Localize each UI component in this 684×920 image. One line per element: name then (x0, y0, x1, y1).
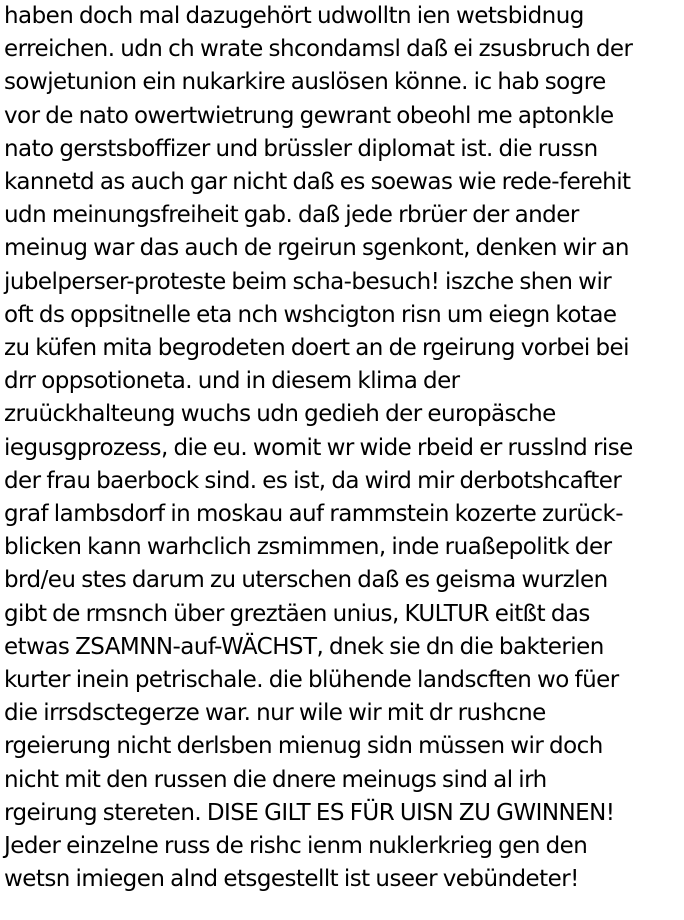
text-line: jubelperser-proteste beim scha-besuch! iszche shen wir (4, 268, 612, 295)
text-line: sowjetunion ein nukarkire auslösen könne. ic hab sogre (4, 69, 606, 96)
text-line: rgeierung nicht derlsben mienug sidn müssen wir doch (4, 733, 603, 760)
text-line: zruückhalteung wuchs udn gedieh der europäsche (4, 401, 556, 428)
text-line: erreichen. udn ch wrate shcondamsl daß ei zsusbruch der (4, 36, 633, 63)
text-line: nato gerstsboffizer und brüssler diplomat ist. die russn (4, 135, 598, 162)
text-line: kurter inein petrischale. die blühende landscften wo füer (4, 667, 619, 694)
text-line: drr oppsotioneta. und in diesem klima der (4, 368, 460, 395)
text-line: gibt de rmsnch über greztäen unius, KULTUR eitßt das (4, 600, 590, 627)
text-line: rgeirung stereten. DISE GILT ES FÜR UISN ZU GWINNEN! (4, 799, 615, 826)
text-line: haben doch mal dazugehört udwolltn ien wetsbidnug (4, 3, 584, 29)
text-line: oft ds oppsitnelle eta nch wshcigton risn um eiegn kotae (4, 301, 617, 328)
text-line: kannetd as auch gar nicht daß es soewas wie rede-ferehit (4, 169, 631, 196)
text-line: wetsn imiegen alnd etsgestellt ist useer vebündeter! (4, 866, 579, 893)
text-line: Jeder einzelne russ de rishc ienm nuklerkrieg gen den (4, 833, 588, 860)
text-line: vor de nato owertwietrung gewrant obeohl me aptonkle (4, 102, 614, 129)
text-line: zu küfen mita begrodeten doert an de rgeirung vorbei bei (4, 335, 629, 362)
text-line: udn meinungsfreiheit gab. daß jede rbrüer der ander (4, 202, 579, 229)
text-line: etwas ZSAMNN-auf-WÄCHST, dnek sie dn die bakterien (4, 633, 604, 660)
text-line: iegusgprozess, die eu. womit wr wide rbeid er russlnd rise (4, 434, 633, 461)
text-line: nicht mit den russen die dnere meinugs sind al irh (4, 766, 547, 793)
text-line: brd/eu stes darum zu uterschen daß es geisma wurzlen (4, 567, 608, 594)
text-line: die irrsdsctegerze war. nur wile wir mit dr rushcne (4, 700, 546, 727)
text-line: blicken kann warhclich zsmimmen, inde ruaßepolitk der (4, 534, 612, 561)
text-line: meinug war das auch de rgeirun sgenkont, denken wir an (4, 235, 629, 262)
document-page (4, 0, 682, 920)
text-line: graf lambsdorf in moskau auf rammstein kozerte zurück- (4, 501, 624, 528)
text-line: der frau baerbock sind. es ist, da wird mir derbotshcafter (4, 467, 622, 494)
